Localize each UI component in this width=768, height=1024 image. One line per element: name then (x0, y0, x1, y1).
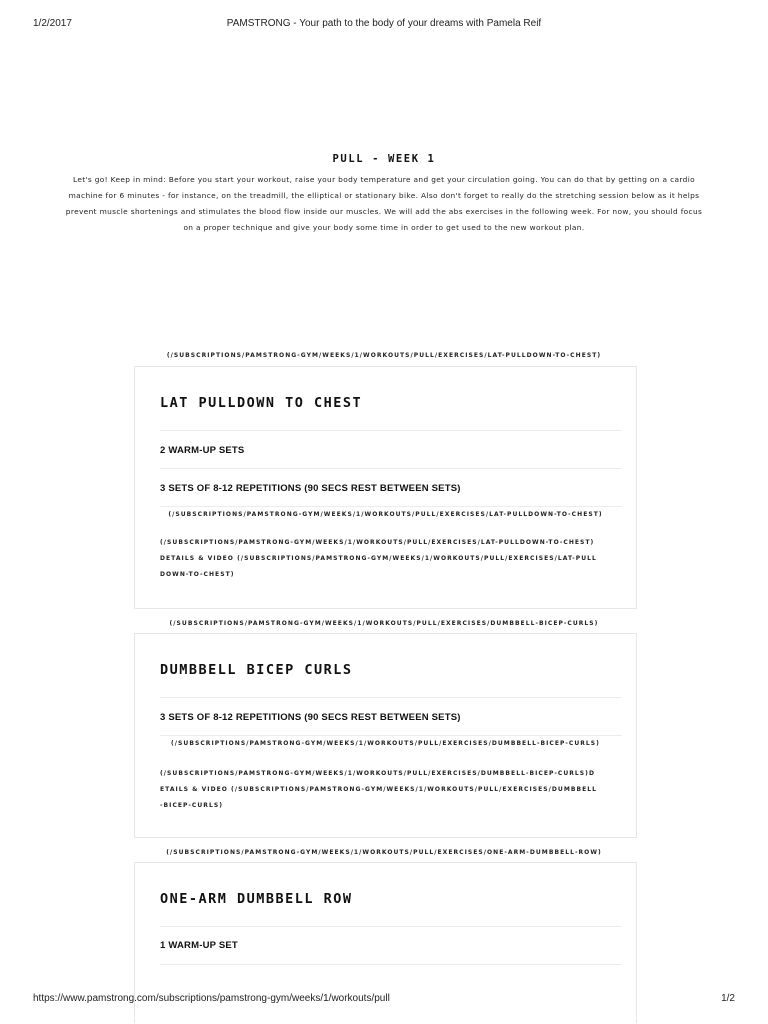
exercise-card-lat-pulldown[interactable] (134, 366, 637, 609)
divider (160, 468, 622, 469)
print-page-title: PAMSTRONG - Your path to the body of your dreams with Pamela Reif (226, 18, 542, 29)
exercise-link-bicep-curls[interactable]: (/SUBSCRIPTIONS/PAMSTRONG-GYM/WEEKS/1/WORKOUTS/PULL/EXERCISES/DUMBBELL-BICEP-CURLS) (169, 620, 599, 627)
exercise-link-one-arm-row[interactable]: (/SUBSCRIPTIONS/PAMSTRONG-GYM/WEEKS/1/WORKOUTS/PULL/EXERCISES/ONE-ARM-DUMBBELL-ROW) (166, 849, 602, 856)
exercise-name: ONE-ARM DUMBBELL ROW (160, 891, 353, 907)
exercise-sets: 3 SETS OF 8-12 REPETITIONS (90 SECS REST BETWEEN SETS) (160, 712, 461, 723)
exercise-card-bicep-curls[interactable] (134, 633, 637, 838)
exercise-warmup: 1 WARM-UP SET (160, 940, 238, 951)
workout-title: PULL - WEEK 1 (332, 153, 436, 165)
divider (160, 735, 622, 736)
divider (160, 506, 622, 507)
details-video-link[interactable]: (/SUBSCRIPTIONS/PAMSTRONG-GYM/WEEKS/1/WORKOUTS/PULL/EXERCISES/DUMBBELL-BICEP-CURLS)DETAILS & VIDEO (/SUBSCRIPTIONS/PAMSTRONG-GYM/WEEKS/1/WORKOUTS/PULL/EXERCISES/DUMBBELL-BICEP-CURLS) (160, 770, 597, 809)
print-page-number: 1/2 (721, 993, 735, 1004)
details-video-link[interactable]: (/SUBSCRIPTIONS/PAMSTRONG-GYM/WEEKS/1/WORKOUTS/PULL/EXERCISES/LAT-PULLDOWN-TO-CHEST)DETAILS & VIDEO (/SUBSCRIPTIONS/PAMSTRONG-GYM/WEEKS/1/WORKOUTS/PULL/EXERCISES/LAT-PULLDOWN-TO-CHEST) (160, 539, 597, 578)
divider (160, 430, 622, 431)
print-url: https://www.pamstrong.com/subscriptions/pamstrong-gym/weeks/1/workouts/pull (33, 993, 390, 1004)
exercise-inner-link[interactable]: (/SUBSCRIPTIONS/PAMSTRONG-GYM/WEEKS/1/WORKOUTS/PULL/EXERCISES/DUMBBELL-BICEP-CURLS) (171, 740, 600, 747)
divider (160, 697, 622, 698)
exercise-warmup: 2 WARM-UP SETS (160, 445, 245, 456)
divider (160, 926, 622, 927)
print-date: 1/2/2017 (33, 18, 72, 29)
exercise-link-lat-pulldown[interactable]: (/SUBSCRIPTIONS/PAMSTRONG-GYM/WEEKS/1/WORKOUTS/PULL/EXERCISES/LAT-PULLDOWN-TO-CHEST) (166, 352, 602, 359)
exercise-name: LAT PULLDOWN TO CHEST (160, 395, 363, 411)
exercise-inner-link[interactable]: (/SUBSCRIPTIONS/PAMSTRONG-GYM/WEEKS/1/WORKOUTS/PULL/EXERCISES/LAT-PULLDOWN-TO-CHEST) (168, 511, 603, 518)
workout-intro: Let's go! Keep in mind: Before you start your workout, raise your body temperature and get your circulation going. You can do that by getting on a cardio machine for 6 minutes - for instance, on the treadmill, the elliptical or stationary bike. Also don't forget to really do the stretching session below as it helps prevent muscle shortenings and stimulates the blood flow inside our muscles. We will add the abs exercises in the following week. For now, you should focus on a proper technique and give your body some time in order to get used to the new workout plan. (65, 175, 703, 232)
exercise-sets: 3 SETS OF 8-12 REPETITIONS (90 SECS REST BETWEEN SETS) (160, 483, 461, 494)
divider (160, 964, 622, 965)
exercise-name: DUMBBELL BICEP CURLS (160, 662, 353, 678)
